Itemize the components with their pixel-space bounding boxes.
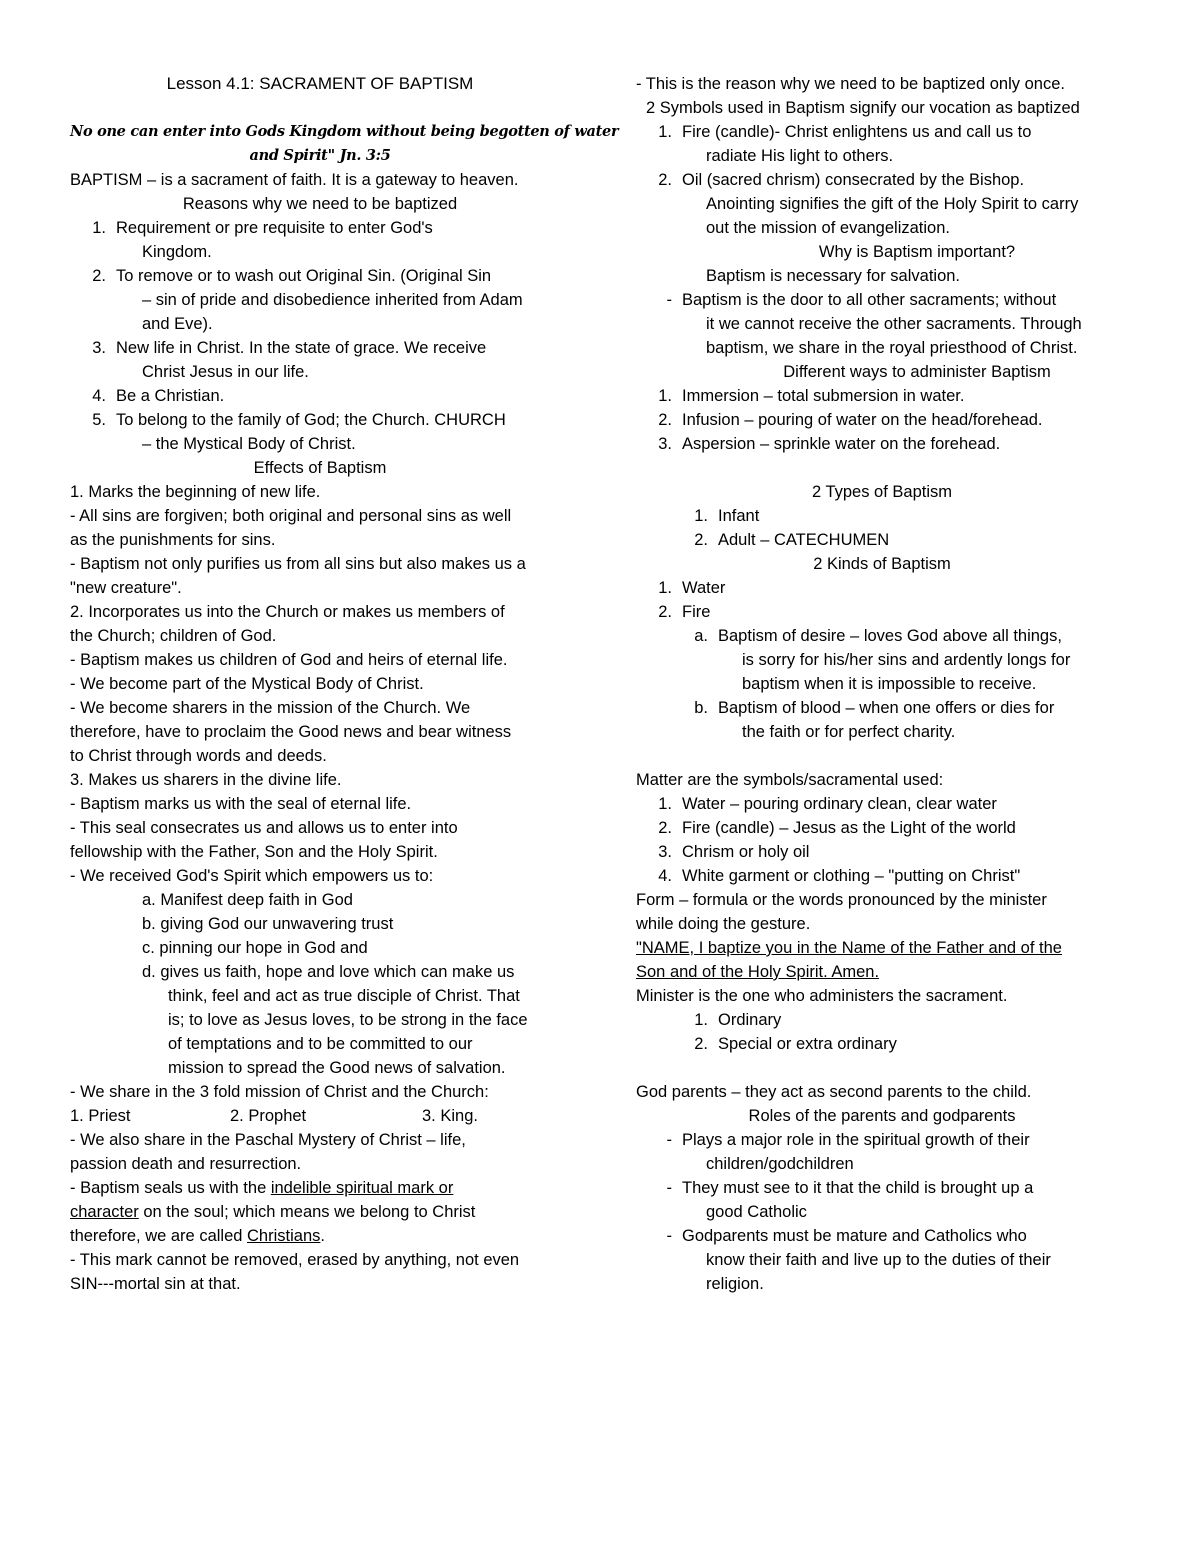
- list-item-cont: think, feel and act as true disciple of Christ. That: [168, 987, 520, 1005]
- matter-heading: Matter are the symbols/sacramental used:: [636, 771, 944, 789]
- text-line: 1. Marks the beginning of new life.: [70, 483, 321, 501]
- list-item: c. pinning our hope in God and: [142, 939, 368, 957]
- seal-line-2: character on the soul; which means we belong to Christ: [70, 1203, 476, 1221]
- list-item-cont: religion.: [706, 1275, 764, 1293]
- lesson-title: Lesson 4.1: SACRAMENT OF BAPTISM: [166, 74, 474, 93]
- list-item-cont: Christ Jesus in our life.: [142, 363, 309, 381]
- list-item-cont: baptism when it is impossible to receive.: [742, 675, 1037, 693]
- once-line: - This is the reason why we need to be baptized only once.: [636, 75, 1065, 93]
- underlined-term: Christians: [247, 1227, 321, 1245]
- mission-roles: [70, 1104, 570, 1128]
- why-heading: Why is Baptism important?: [818, 243, 1016, 261]
- baptism-definition: BAPTISM – is a sacrament of faith. It is a gateway to heaven.: [70, 171, 519, 189]
- text-line: - We become part of the Mystical Body of Christ.: [70, 675, 424, 693]
- list-item: - Godparents must be mature and Catholics who: [666, 1227, 1027, 1245]
- form-line-2: while doing the gesture.: [636, 915, 811, 933]
- types-heading: 2 Types of Baptism: [811, 483, 953, 501]
- list-item: 3. New life in Christ. In the state of grace. We receive: [92, 339, 487, 357]
- door-item: - Baptism is the door to all other sacraments; without: [666, 291, 1057, 309]
- mission-prophet: 2. Prophet: [230, 1107, 307, 1125]
- kinds-list: [636, 576, 1128, 744]
- list-item: 4. Be a Christian.: [92, 387, 225, 405]
- text-line: - All sins are forgiven; both original and personal sins as well: [70, 507, 512, 525]
- symbols-list: [636, 120, 1128, 240]
- minister-line: Minister is the one who administers the sacrament.: [636, 987, 1008, 1005]
- scripture-quote-line-1: No one can enter into Gods Kingdom without being begotten of water: [70, 123, 619, 140]
- list-item: 3. Aspersion – sprinkle water on the forehead.: [658, 435, 1001, 453]
- list-item: b. Baptism of blood – when one offers or dies for: [694, 699, 1055, 717]
- list-item-cont: Anointing signifies the gift of the Holy Spirit to carry: [706, 195, 1079, 213]
- paschal-line-1: - We also share in the Paschal Mystery of Christ – life,: [70, 1131, 466, 1149]
- list-item-cont: baptism, we share in the royal priesthood of Christ.: [706, 339, 1078, 357]
- mark-line-1: - This mark cannot be removed, erased by anything, not even: [70, 1251, 520, 1269]
- list-item: 1. Immersion – total submersion in water.: [658, 387, 965, 405]
- roles-list: [636, 1128, 1128, 1296]
- list-item-cont: children/godchildren: [706, 1155, 854, 1173]
- left-column: [70, 72, 619, 1296]
- mission-line: - We share in the 3 fold mission of Christ and the Church:: [70, 1083, 489, 1101]
- list-item: 2. Special or extra ordinary: [694, 1035, 897, 1053]
- text-line: - Baptism makes us children of God and heirs of eternal life.: [70, 651, 508, 669]
- necessary-line: Baptism is necessary for salvation.: [706, 267, 961, 285]
- list-item: 4. White garment or clothing – "putting on Christ": [658, 867, 1021, 885]
- list-item: 1. Water – pouring ordinary clean, clear water: [658, 795, 997, 813]
- text-line: - This seal consecrates us and allows us to enter into: [70, 819, 458, 837]
- underlined-term: indelible spiritual mark or: [270, 1179, 454, 1197]
- types-list: [636, 504, 1128, 552]
- matter-list: [636, 792, 1128, 888]
- list-item: 3. Chrism or holy oil: [658, 843, 810, 861]
- underlined-term: character: [70, 1203, 139, 1221]
- effects-text: [70, 480, 570, 888]
- reasons-list: [70, 216, 570, 456]
- list-item: 1. Ordinary: [694, 1011, 782, 1029]
- list-item: 1. Requirement or pre requisite to enter God's: [92, 219, 433, 237]
- list-item: 2. To remove or to wash out Original Sin. (Original Sin: [92, 267, 492, 285]
- scripture-quote-line-2: and Spirit" Jn. 3:5: [249, 147, 391, 164]
- formula-line-1: "NAME, I baptize you in the Name of the Father and of the: [636, 939, 1062, 957]
- text-line: "new creature".: [70, 579, 182, 597]
- list-item-cont: is sorry for his/her sins and ardently longs for: [742, 651, 1071, 669]
- list-item-cont: is; to love as Jesus loves, to be strong in the face: [168, 1011, 528, 1029]
- text-line: - We received God's Spirit which empowers us to:: [70, 867, 434, 885]
- list-item: a. Manifest deep faith in God: [142, 891, 353, 909]
- kinds-heading: 2 Kinds of Baptism: [813, 555, 951, 573]
- list-item-cont: out the mission of evangelization.: [706, 219, 950, 237]
- list-item: 1. Water: [658, 579, 726, 597]
- text-line: - We become sharers in the mission of the Church. We: [70, 699, 471, 717]
- list-item: - Plays a major role in the spiritual growth of their: [666, 1131, 1030, 1149]
- list-item-cont: radiate His light to others.: [706, 147, 894, 165]
- list-item-cont: it we cannot receive the other sacraments. Through: [706, 315, 1082, 333]
- seal-line-3: therefore, we are called Christians.: [70, 1227, 325, 1245]
- right-column: [636, 72, 1128, 1296]
- list-item: 2. Infusion – pouring of water on the head/forehead.: [658, 411, 1043, 429]
- text-line: 2. Incorporates us into the Church or makes us members of: [70, 603, 505, 621]
- list-item-cont: of temptations and to be committed to our: [168, 1035, 473, 1053]
- list-item: a. Baptism of desire – loves God above all things,: [694, 627, 1062, 645]
- list-item-cont: and Eve).: [142, 315, 213, 333]
- list-item: - They must see to it that the child is brought up a: [666, 1179, 1034, 1197]
- list-item: 1. Infant: [694, 507, 760, 525]
- list-item: d. gives us faith, hope and love which can make us: [142, 963, 515, 981]
- list-item-cont: good Catholic: [706, 1203, 807, 1221]
- list-item: 2. Fire: [658, 603, 711, 621]
- list-item-cont: know their faith and live up to the duties of their: [706, 1251, 1051, 1269]
- list-item-cont: mission to spread the Good news of salvation.: [168, 1059, 506, 1077]
- list-item-cont: Kingdom.: [142, 243, 212, 261]
- form-line-1: Form – formula or the words pronounced by the minister: [636, 891, 1047, 909]
- formula-line-2: Son and of the Holy Spirit. Amen.: [636, 963, 880, 981]
- text-line: - Baptism marks us with the seal of eternal life.: [70, 795, 412, 813]
- list-item: 2. Adult – CATECHUMEN: [694, 531, 890, 549]
- paschal-line-2: passion death and resurrection.: [70, 1155, 302, 1173]
- list-item: 2. Fire (candle) – Jesus as the Light of the world: [658, 819, 1016, 837]
- godparents-line: God parents – they act as second parents to the child.: [636, 1083, 1032, 1101]
- text-line: as the punishments for sins.: [70, 531, 276, 549]
- ways-list: [636, 384, 1128, 456]
- ways-heading: Different ways to administer Baptism: [783, 363, 1051, 381]
- text-line: to Christ through words and deeds.: [70, 747, 327, 765]
- mark-line-2: SIN---mortal sin at that.: [70, 1275, 241, 1293]
- list-item-cont: the faith or for perfect charity.: [742, 723, 956, 741]
- mission-king: 3. King.: [422, 1107, 478, 1125]
- list-item: b. giving God our unwavering trust: [142, 915, 394, 933]
- text-line: 3. Makes us sharers in the divine life.: [70, 771, 342, 789]
- seal-line-1: - Baptism seals us with the indelible spiritual mark or: [70, 1179, 454, 1197]
- mission-priest: 1. Priest: [70, 1107, 131, 1125]
- effects-heading: Effects of Baptism: [253, 459, 387, 477]
- list-item: 5. To belong to the family of God; the Church. CHURCH: [92, 411, 506, 429]
- list-item-cont: – sin of pride and disobedience inherited from Adam: [142, 291, 523, 309]
- text-line: therefore, have to proclaim the Good news and bear witness: [70, 723, 512, 741]
- text-line: - Baptism not only purifies us from all sins but also makes us a: [70, 555, 526, 573]
- minister-list: [636, 1008, 1128, 1056]
- symbols-heading: 2 Symbols used in Baptism signify our vocation as baptized: [646, 99, 1080, 117]
- list-item: 2. Oil (sacred chrism) consecrated by the Bishop.: [658, 171, 1025, 189]
- list-item-cont: – the Mystical Body of Christ.: [142, 435, 356, 453]
- roles-heading: Roles of the parents and godparents: [748, 1107, 1016, 1125]
- spirit-list: [70, 888, 570, 1080]
- text-line: the Church; children of God.: [70, 627, 277, 645]
- list-item: 1. Fire (candle)- Christ enlightens us and call us to: [658, 123, 1032, 141]
- text-line: fellowship with the Father, Son and the Holy Spirit.: [70, 843, 438, 861]
- reasons-heading: Reasons why we need to be baptized: [182, 195, 458, 213]
